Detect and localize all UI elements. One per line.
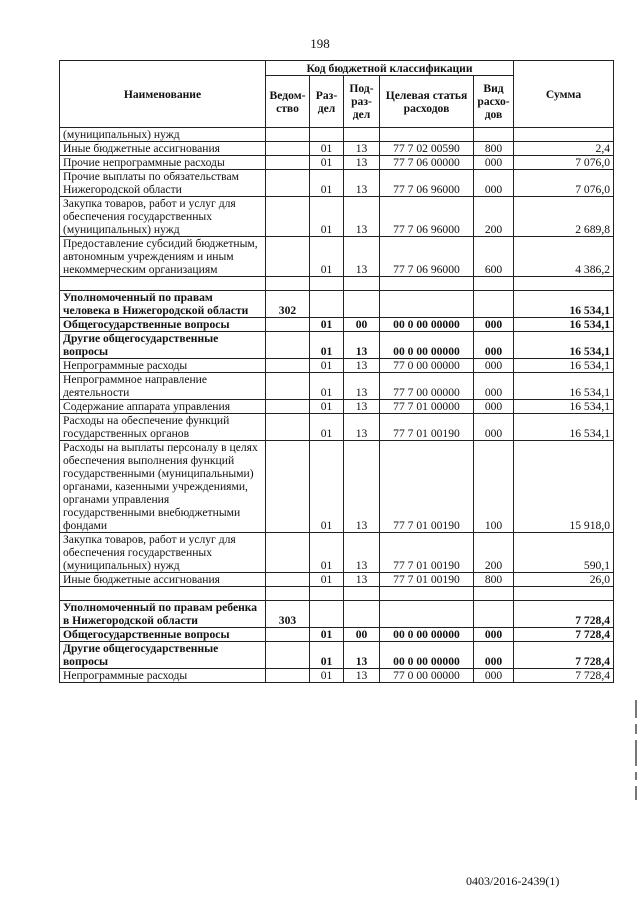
cell-target: 00 0 00 00000 <box>380 318 474 332</box>
cell-section: 01 <box>310 642 344 669</box>
header-section: Раз-дел <box>310 76 344 128</box>
empty-cell <box>380 587 474 601</box>
cell-dept: 302 <box>266 291 310 318</box>
cell-expense-type: 200 <box>474 533 514 573</box>
cell-name: Непрограммные расходы <box>60 669 266 683</box>
cell-section: 01 <box>310 414 344 441</box>
header-code-group: Код бюджетной классификации <box>266 61 514 76</box>
cell-subsection: 13 <box>344 414 380 441</box>
cell-sum: 16 534,1 <box>514 291 614 318</box>
cell-name: Закупка товаров, работ и услуг для обеспечения государственных (муниципальных) нужд <box>60 197 266 237</box>
cell-sum: 7 076,0 <box>514 156 614 170</box>
table-row <box>60 142 614 156</box>
cell-section: 01 <box>310 628 344 642</box>
cell-target: 77 7 01 00190 <box>380 441 474 533</box>
table-row <box>60 128 614 142</box>
cell-name: Предоставление субсидий бюджетным, автономным учреждениям и иным некоммерческим организациям <box>60 237 266 277</box>
cell-section: 01 <box>310 573 344 587</box>
table-row <box>60 170 614 197</box>
cell-name: Общегосударственные вопросы <box>60 628 266 642</box>
cell-section: 01 <box>310 156 344 170</box>
cell-section: 01 <box>310 373 344 400</box>
cell-sum: 16 534,1 <box>514 318 614 332</box>
cell-sum: 7 728,4 <box>514 642 614 669</box>
cell-dept <box>266 400 310 414</box>
cell-section <box>310 601 344 628</box>
cell-name: Уполномоченный по правам человека в Нижегородской области <box>60 291 266 318</box>
cell-subsection: 13 <box>344 400 380 414</box>
empty-cell <box>474 277 514 291</box>
cell-target: 77 7 01 00190 <box>380 414 474 441</box>
cell-section: 01 <box>310 237 344 277</box>
cell-expense-type: 000 <box>474 318 514 332</box>
table-row <box>60 414 614 441</box>
cell-sum: 7 728,4 <box>514 669 614 683</box>
cell-section: 01 <box>310 197 344 237</box>
cell-dept <box>266 628 310 642</box>
cell-section <box>310 291 344 318</box>
cell-sum: 16 534,1 <box>514 400 614 414</box>
header-expense-type: Вид расхо-дов <box>474 76 514 128</box>
cell-sum: 26,0 <box>514 573 614 587</box>
cell-name: Непрограммные расходы <box>60 359 266 373</box>
cell-dept: 303 <box>266 601 310 628</box>
header-dept: Ведом-ство <box>266 76 310 128</box>
empty-cell <box>60 587 266 601</box>
cell-dept <box>266 156 310 170</box>
empty-cell <box>344 587 380 601</box>
scan-edge-marks <box>635 700 638 860</box>
table-row <box>60 197 614 237</box>
table-row <box>60 533 614 573</box>
cell-dept <box>266 642 310 669</box>
cell-target: 00 0 00 00000 <box>380 642 474 669</box>
cell-subsection: 13 <box>344 142 380 156</box>
cell-name: Закупка товаров, работ и услуг для обеспечения государственных (муниципальных) нужд <box>60 533 266 573</box>
cell-expense-type: 000 <box>474 628 514 642</box>
empty-cell <box>60 277 266 291</box>
cell-dept <box>266 373 310 400</box>
empty-cell <box>310 587 344 601</box>
cell-subsection <box>344 291 380 318</box>
cell-sum: 7 076,0 <box>514 170 614 197</box>
table-row <box>60 291 614 318</box>
table-row <box>60 441 614 533</box>
cell-subsection: 13 <box>344 642 380 669</box>
cell-target: 77 7 02 00590 <box>380 142 474 156</box>
cell-sum: 16 534,1 <box>514 332 614 359</box>
cell-subsection: 13 <box>344 373 380 400</box>
cell-expense-type: 000 <box>474 170 514 197</box>
cell-target: 77 7 06 96000 <box>380 170 474 197</box>
cell-sum: 15 918,0 <box>514 441 614 533</box>
table-row <box>60 601 614 628</box>
cell-subsection: 13 <box>344 533 380 573</box>
empty-cell <box>514 587 614 601</box>
cell-subsection: 13 <box>344 237 380 277</box>
cell-section: 01 <box>310 400 344 414</box>
table-header <box>60 61 614 128</box>
cell-expense-type: 000 <box>474 332 514 359</box>
cell-target: 77 7 06 96000 <box>380 237 474 277</box>
cell-sum: 16 534,1 <box>514 373 614 400</box>
cell-sum: 16 534,1 <box>514 414 614 441</box>
cell-section: 01 <box>310 441 344 533</box>
cell-subsection: 13 <box>344 441 380 533</box>
cell-dept <box>266 414 310 441</box>
cell-sum: 7 728,4 <box>514 601 614 628</box>
cell-expense-type: 000 <box>474 373 514 400</box>
cell-expense-type: 800 <box>474 142 514 156</box>
cell-name: Прочие непрограммные расходы <box>60 156 266 170</box>
cell-name: Содержание аппарата управления <box>60 400 266 414</box>
cell-name: Расходы на выплаты персоналу в целях обеспечения выполнения функций государственными (муниципальными) органами, казенными учреждениями, органами управления государственными внебюджетными фондами <box>60 441 266 533</box>
cell-subsection: 13 <box>344 332 380 359</box>
empty-cell <box>266 277 310 291</box>
cell-dept <box>266 128 310 142</box>
budget-table <box>59 60 614 683</box>
cell-dept <box>266 533 310 573</box>
cell-dept <box>266 170 310 197</box>
cell-expense-type: 000 <box>474 669 514 683</box>
cell-target <box>380 291 474 318</box>
table-row <box>60 669 614 683</box>
table-row <box>60 642 614 669</box>
cell-name: Другие общегосударственные вопросы <box>60 332 266 359</box>
cell-target: 00 0 00 00000 <box>380 628 474 642</box>
cell-target: 77 7 06 00000 <box>380 156 474 170</box>
page-number: 198 <box>310 36 330 51</box>
cell-expense-type: 100 <box>474 441 514 533</box>
cell-dept <box>266 332 310 359</box>
cell-target: 77 7 00 00000 <box>380 373 474 400</box>
cell-sum: 7 728,4 <box>514 628 614 642</box>
cell-section: 01 <box>310 669 344 683</box>
table-row <box>60 400 614 414</box>
cell-name: Общегосударственные вопросы <box>60 318 266 332</box>
table-row <box>60 156 614 170</box>
cell-name: Непрограммное направление деятельности <box>60 373 266 400</box>
cell-section: 01 <box>310 170 344 197</box>
cell-name: Прочие выплаты по обязательствам Нижегородской области <box>60 170 266 197</box>
cell-expense-type: 000 <box>474 400 514 414</box>
cell-expense-type <box>474 291 514 318</box>
cell-name: Уполномоченный по правам ребенка в Нижегородской области <box>60 601 266 628</box>
cell-subsection: 13 <box>344 170 380 197</box>
empty-cell <box>310 277 344 291</box>
cell-dept <box>266 669 310 683</box>
empty-cell <box>474 587 514 601</box>
cell-name: Иные бюджетные ассигнования <box>60 573 266 587</box>
document-code: 0403/2016-2439(1) <box>466 874 560 888</box>
empty-cell <box>380 277 474 291</box>
header-target: Целевая статья расходов <box>380 76 474 128</box>
cell-subsection: 13 <box>344 669 380 683</box>
spacer-row <box>60 587 614 601</box>
cell-subsection: 00 <box>344 628 380 642</box>
cell-dept <box>266 359 310 373</box>
cell-expense-type: 200 <box>474 197 514 237</box>
cell-target: 77 0 00 00000 <box>380 669 474 683</box>
cell-subsection: 13 <box>344 573 380 587</box>
table-row <box>60 359 614 373</box>
cell-section: 01 <box>310 318 344 332</box>
cell-dept <box>266 318 310 332</box>
cell-target: 77 7 01 00190 <box>380 573 474 587</box>
cell-sum <box>514 128 614 142</box>
cell-section: 01 <box>310 359 344 373</box>
cell-section: 01 <box>310 142 344 156</box>
table-row <box>60 318 614 332</box>
cell-subsection <box>344 601 380 628</box>
cell-target: 77 7 06 96000 <box>380 197 474 237</box>
header-name: Наименование <box>60 61 266 128</box>
table-row <box>60 373 614 400</box>
cell-target <box>380 128 474 142</box>
cell-subsection: 13 <box>344 359 380 373</box>
cell-expense-type: 000 <box>474 642 514 669</box>
cell-subsection: 13 <box>344 197 380 237</box>
cell-subsection: 00 <box>344 318 380 332</box>
table-row <box>60 573 614 587</box>
cell-dept <box>266 142 310 156</box>
table-body <box>60 128 614 683</box>
cell-section <box>310 128 344 142</box>
cell-target: 77 7 01 00190 <box>380 533 474 573</box>
cell-expense-type: 000 <box>474 359 514 373</box>
cell-expense-type <box>474 128 514 142</box>
cell-dept <box>266 441 310 533</box>
cell-dept <box>266 573 310 587</box>
cell-sum: 590,1 <box>514 533 614 573</box>
cell-target: 00 0 00 00000 <box>380 332 474 359</box>
cell-subsection: 13 <box>344 156 380 170</box>
cell-target: 77 0 00 00000 <box>380 359 474 373</box>
cell-target: 77 7 01 00000 <box>380 400 474 414</box>
empty-cell <box>514 277 614 291</box>
table-row <box>60 628 614 642</box>
cell-target <box>380 601 474 628</box>
cell-sum: 2,4 <box>514 142 614 156</box>
empty-cell <box>344 277 380 291</box>
cell-section: 01 <box>310 332 344 359</box>
cell-name: Расходы на обеспечение функций государственных органов <box>60 414 266 441</box>
cell-name: (муниципальных) нужд <box>60 128 266 142</box>
cell-name: Другие общегосударственные вопросы <box>60 642 266 669</box>
table-row <box>60 332 614 359</box>
cell-dept <box>266 197 310 237</box>
cell-sum: 16 534,1 <box>514 359 614 373</box>
spacer-row <box>60 277 614 291</box>
cell-name: Иные бюджетные ассигнования <box>60 142 266 156</box>
cell-section: 01 <box>310 533 344 573</box>
cell-expense-type: 000 <box>474 414 514 441</box>
cell-expense-type <box>474 601 514 628</box>
cell-expense-type: 600 <box>474 237 514 277</box>
header-subsection: Под-раз-дел <box>344 76 380 128</box>
cell-expense-type: 800 <box>474 573 514 587</box>
cell-subsection <box>344 128 380 142</box>
cell-sum: 2 689,8 <box>514 197 614 237</box>
empty-cell <box>266 587 310 601</box>
cell-dept <box>266 237 310 277</box>
header-sum: Сумма <box>514 61 614 128</box>
cell-expense-type: 000 <box>474 156 514 170</box>
cell-sum: 4 386,2 <box>514 237 614 277</box>
table-row <box>60 237 614 277</box>
